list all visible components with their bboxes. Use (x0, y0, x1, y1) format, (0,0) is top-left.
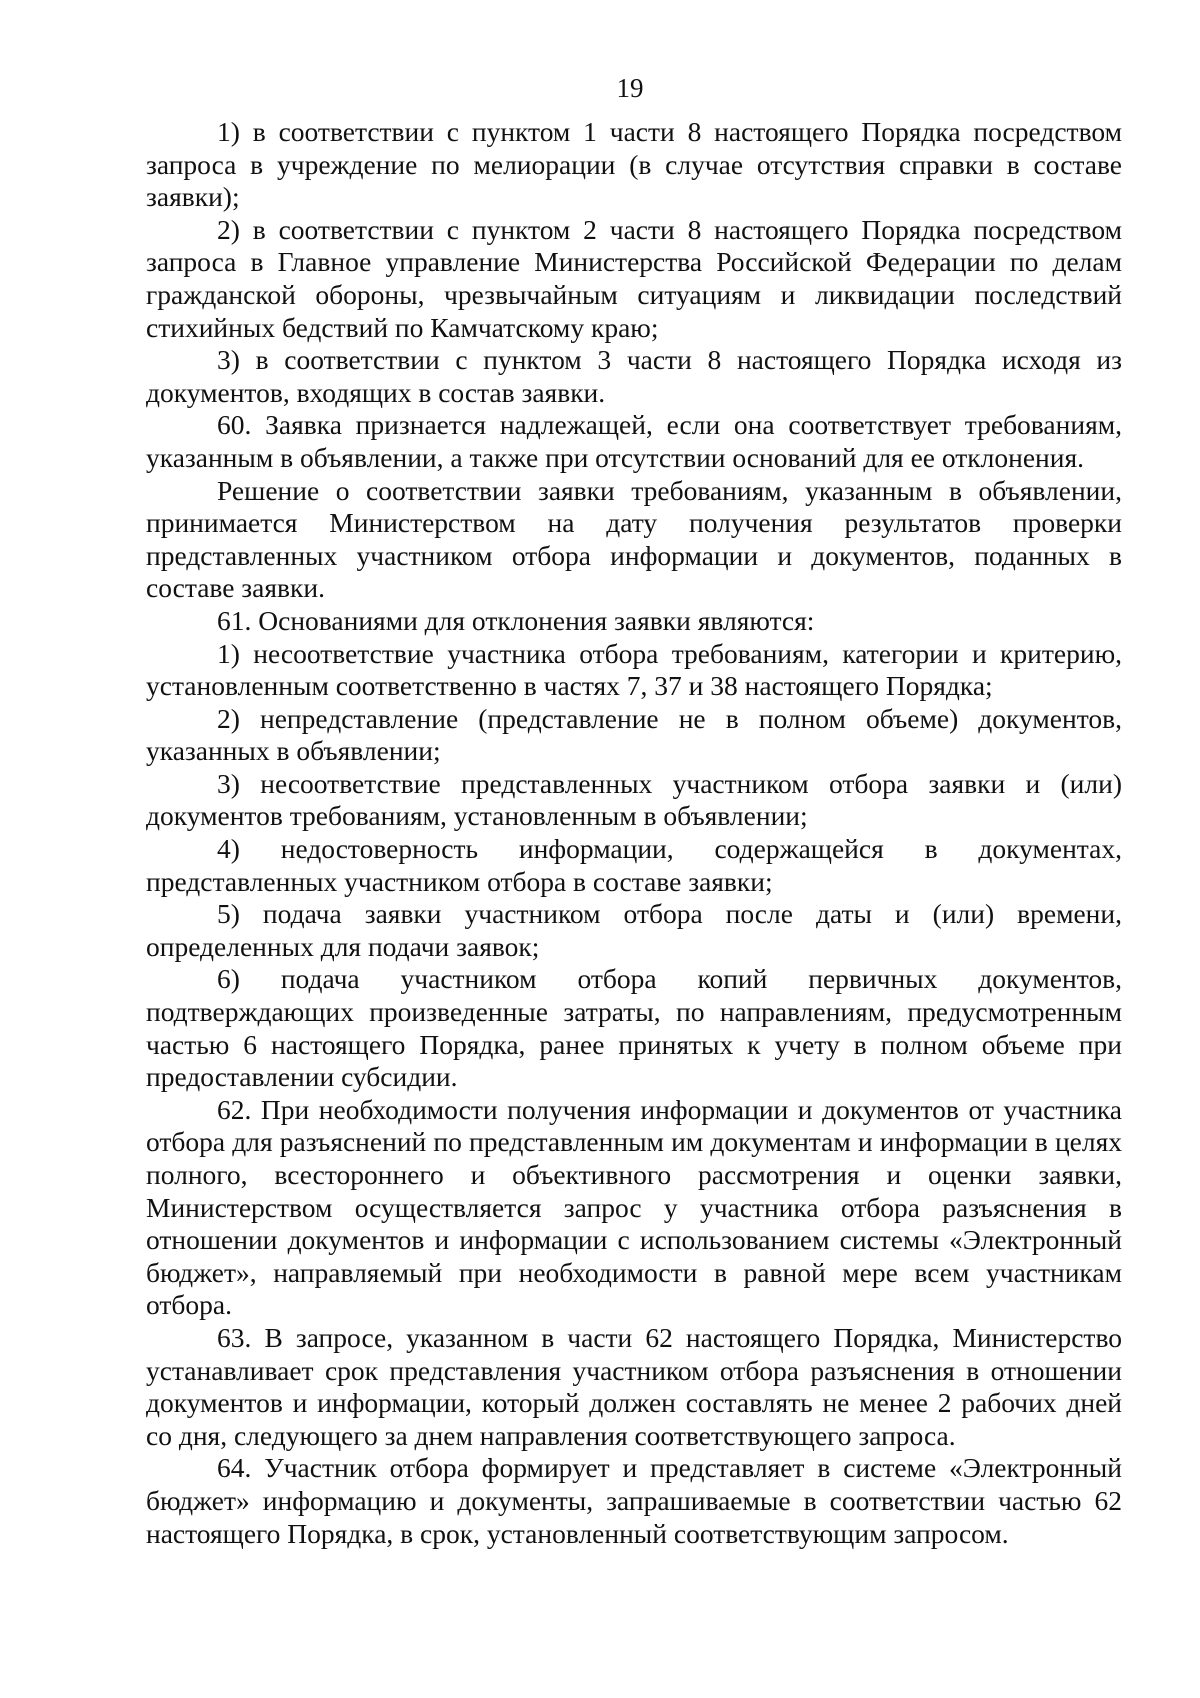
paragraph-reason-2: 2) непредставление (представление не в полном объеме) документов, указанных в объявлении; (146, 702, 1122, 767)
paragraph-item-1: 1) в соответствии с пунктом 1 части 8 настоящего Порядка посредством запроса в учреждение по мелиорации (в случае отсутствия справки в составе заявки); (146, 116, 1122, 213)
paragraph-reason-5: 5) подача заявки участником отбора после даты и (или) времени, определенных для подачи заявок; (146, 898, 1122, 962)
paragraph-section-62: 62. При необходимости получения информации и документов от участника отбора для разъяснений по представленным им документам и информации в целях полного, всестороннего и объективного рассмотрения и оценки заявки, Министерством осуществляется запрос у участника отбора разъяснения в отношении документов и информации с использованием системы «Электронный бюджет», направляемый при необходимости в равной мере всем участникам отбора. (146, 1093, 1122, 1321)
paragraph-section-60: 60. Заявка признается надлежащей, если она соответствует требованиям, указанным в объявлении, а также при отсутствии оснований для ее отклонения. (146, 409, 1122, 473)
paragraph-reason-3: 3) несоответствие представленных участником отбора заявки и (или) документов требованиям, установленным в объявлении; (146, 767, 1122, 832)
paragraph-reason-6: 6) подача участником отбора копий первичных документов, подтверждающих произведенные затраты, по направлениям, предусмотренным частью 6 настоящего Порядка, ранее принятых к учету в полном объеме при предоставлении субсидии. (146, 963, 1122, 1093)
paragraph-section-64: 64. Участник отбора формирует и представляет в системе «Электронный бюджет» информацию и документы, запрашиваемые в соответствии частью 62 настоящего Порядка, в срок, установленный соответствующим запросом. (146, 1452, 1122, 1549)
paragraph-section-61: 61. Основаниями для отклонения заявки являются: (217, 604, 815, 636)
page-number: 19 (616, 73, 644, 103)
paragraph-reason-1: 1) несоответствие участника отбора требованиям, категории и критерию, установленным соответственно в частях 7, 37 и 38 настоящего Порядка; (146, 637, 1122, 702)
paragraph-reason-4: 4) недостоверность информации, содержащейся в документах, представленных участником отбора в составе заявки; (146, 833, 1122, 897)
paragraph-decision: Решение о соответствии заявки требованиям, указанным в объявлении, принимается Министерством на дату получения результатов проверки представленных участником отбора информации и документов, поданных в составе заявки. (146, 474, 1122, 604)
paragraph-item-2: 2) в соответствии с пунктом 2 части 8 настоящего Порядка посредством запроса в Главное управление Министерства Российской Федерации по делам гражданской обороны, чрезвычайным ситуациям и ликвидации последствий стихийных бедствий по Камчатскому краю; (146, 213, 1122, 343)
paragraph-item-3: 3) в соответствии с пунктом 3 части 8 настоящего Порядка исходя из документов, входящих в состав заявки. (146, 344, 1122, 408)
document-body (146, 116, 1122, 1550)
paragraph-section-63: 63. В запросе, указанном в части 62 настоящего Порядка, Министерство устанавливает срок представления участником отбора разъяснения в отношении документов и информации, который должен составлять не менее 2 рабочих дней со дня, следующего за днем направления соответствующего запроса. (146, 1321, 1122, 1451)
